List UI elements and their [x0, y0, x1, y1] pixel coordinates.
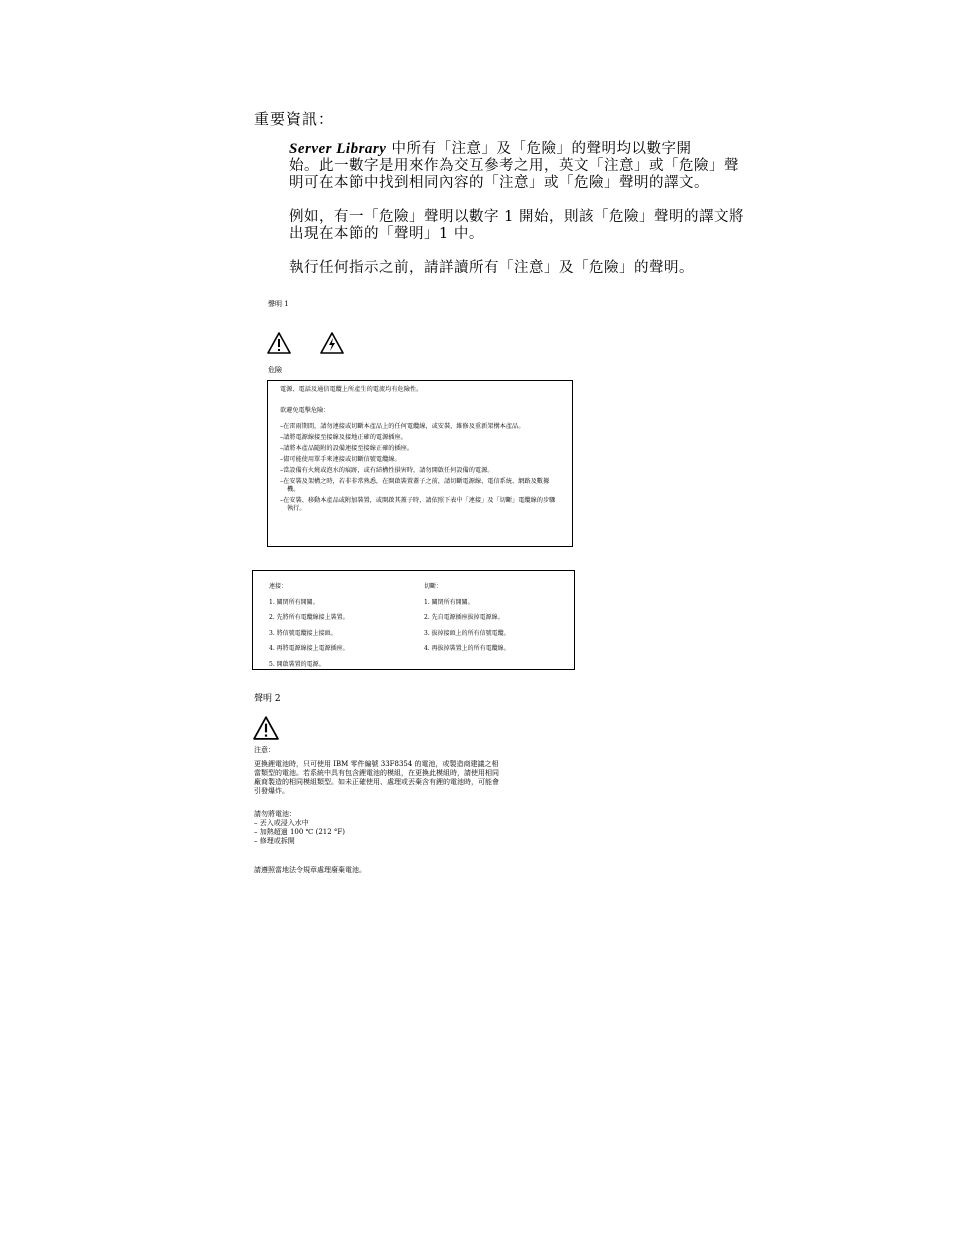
- brand-name: Server Library: [289, 141, 387, 157]
- disconnect-column: 切斷： 1. 關閉所有開關。 2. 先自電源插座拔掉電源線。 3. 拔掉接頭上的所有信號電纜。 4. 再拔掉裝置上的所有電纜線。: [424, 581, 510, 659]
- danger-label: 危險: [268, 366, 282, 374]
- do-not-list: 請勿將電池： – 丟入或浸入水中 – 加熱超過 100 ℃ (212 °F) – 修理或拆開: [254, 810, 576, 846]
- caution-label: 注意：: [254, 746, 275, 754]
- instruction-paragraph: 執行任何指示之前，請詳讀所有「注意」及「危險」的聲明。: [289, 260, 694, 276]
- warning-triangle-icon: [253, 716, 279, 740]
- list-item: –儘可能使用單手來連接或切斷信號電纜線。: [280, 456, 401, 463]
- table-row: 3. 拔掉接頭上的所有信號電纜。: [424, 629, 510, 637]
- disposal-text: 請遵照當地法令規章處理廢棄電池。: [254, 866, 366, 874]
- list-item: –在雷雨期間，請勿連接或切斷本產品上的任何電纜線，或安裝、維修及重新架構本產品。: [280, 423, 525, 430]
- table-row: 5. 開啟裝置的電源。: [269, 660, 325, 668]
- list-item: –在安裝、移動本產品或附加裝置，或開啟其蓋子時，請依照下表中「連接」及「切斷」電纜線的步驟執行。: [280, 497, 556, 512]
- table-row: 4. 再拔掉裝置上的所有電纜線。: [424, 645, 510, 652]
- caution-text: 更換鋰電池時，只可使用 IBM 零件編號 33F8354 的電池，或製造商建議之相 當類型的電池。若系統中具有包含鋰電池的模組，在更換此模組時，請使用相同 廠商製造的相同模組類型。如未正確使用、處理或丟棄含有鋰的電池時，可能會 引發爆炸。: [254, 760, 499, 795]
- statement-1-label: 聲明 1: [268, 300, 289, 308]
- table-row: 3. 將信號電纜接上接頭。: [269, 629, 337, 637]
- page-heading: 重要資訊：: [254, 110, 335, 128]
- list-item: –請將電源線接至接線及接地正確的電源插座。: [280, 434, 407, 441]
- list-item: –請將本產品隨附的設備連接至接線正確的插座。: [280, 445, 414, 452]
- connect-column: 連接： 1. 關閉所有開關。 2. 先將所有電纜線接上裝置。 3. 將信號電纜接上接頭。 4. 再將電源線接上電源插座。 5. 開啟裝置的電源。: [269, 581, 349, 674]
- warning-triangle-icon: [267, 332, 291, 354]
- electrical-hazard-icon: [320, 332, 344, 354]
- table-row: 2. 先將所有電纜線接上裝置。: [269, 614, 349, 621]
- table-row: 1. 關閉所有開關。: [269, 598, 319, 606]
- list-item: – 丟入或浸入水中: [254, 819, 309, 827]
- list-item: – 修理或拆開: [254, 837, 295, 845]
- danger-box: 電源、電話及通信電纜上所產生的電流均有危險性。 欲避免電擊危險： –在雷雨期間，請勿連接或切斷本產品上的任何電纜線，或安裝、維修及重新架構本產品。 –請將電源線接至接線及接地正確的電源插座。 –請將本產品隨附的設備連接至接線正確的插座。 –儘可能使用單手來連接或切斷信號電纜線。 –當設備有火燒或泡水的痕跡，或有結構性損害時，請勿開啟任何設備的電源。 –在安裝及架構之時，若非非常熟悉，在開啟裝置蓋子之前，請切斷電源線、電信系統、網路及數據機。 –在安裝、移動本產品或附加裝置，或開啟其蓋子時，請依照下表中「連接」及「切斷」電纜線的步驟執行。: [267, 380, 573, 547]
- list-item: – 加熱超過 100 ℃ (212 °F): [254, 828, 345, 836]
- list-item: –當設備有火燒或泡水的痕跡，或有結構性損害時，請勿開啟任何設備的電源。: [280, 467, 494, 474]
- intro-paragraph: Server Library 中所有「注意」及「危險」的聲明均以數字開 始。此一數字是用來作為交互參考之用，英文「注意」或「危險」聲 明可在本節中找到相同內容的「注意」或「危險」聲明的譯文。: [289, 141, 739, 191]
- connect-disconnect-table: [252, 570, 575, 670]
- example-paragraph: 例如，有一「危險」聲明以數字 1 開始，則該「危險」聲明的譯文將 出現在本節的「聲明」1 中。: [289, 209, 744, 242]
- list-item: –在安裝及架構之時，若非非常熟悉，在開啟裝置蓋子之前，請切斷電源線、電信系統、網路及數據機。: [280, 478, 550, 493]
- table-row: 1. 關閉所有開關。: [424, 598, 474, 606]
- statement-2-label: 聲明 2: [254, 694, 281, 704]
- table-row: 2. 先自電源插座拔掉電源線。: [424, 614, 504, 621]
- table-row: 4. 再將電源線接上電源插座。: [269, 645, 349, 652]
